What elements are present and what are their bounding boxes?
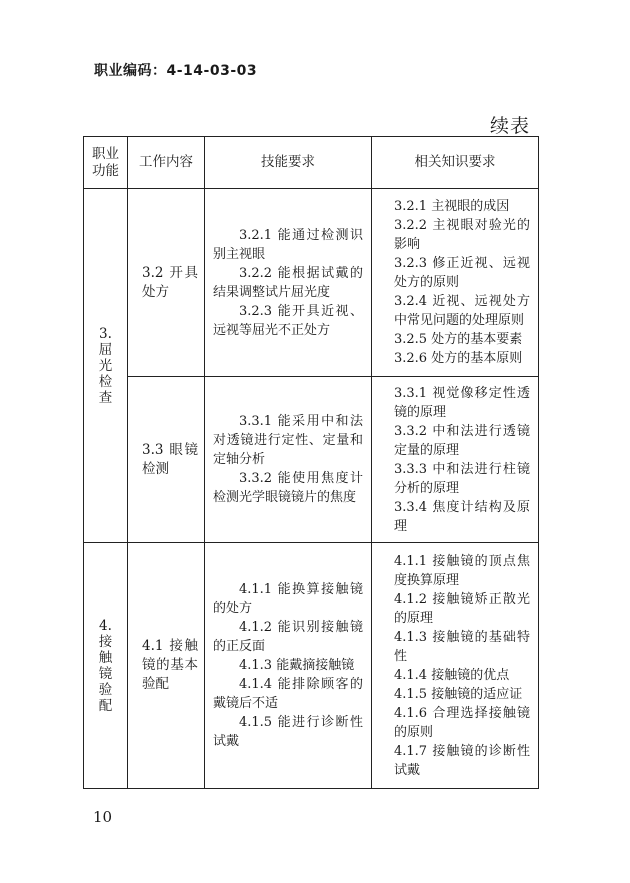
knowledge-item: 4.1.7 接触镜的诊断性试戴 — [394, 743, 530, 778]
knowledge-cell — [372, 377, 539, 543]
table-header-row — [84, 137, 539, 189]
header-knowledge-requirements: 相关知识要求 — [372, 137, 539, 189]
skill-item: 3.3.2 能使用焦度计检测光学眼镜镜片的焦度 — [213, 471, 363, 505]
table-row — [84, 543, 539, 789]
skills-table — [83, 136, 539, 789]
header-function-line: 功能 — [92, 162, 119, 179]
function-cell — [84, 543, 128, 789]
header-function-line: 职业 — [92, 145, 119, 162]
function-char: 屈 — [98, 341, 113, 358]
knowledge-item: 3.2.5 处方的基本要素 — [394, 332, 523, 347]
function-char: 光 — [98, 357, 113, 374]
function-char: 接 — [98, 633, 113, 650]
skill-item: 4.1.3 能戴摘接触镜 — [239, 658, 355, 673]
knowledge-item: 3.3.1 视觉像移定性透镜的原理 — [394, 385, 530, 420]
skill-item: 3.3.1 能采用中和法对透镜进行定性、定量和定轴分析 — [213, 414, 363, 467]
knowledge-item: 4.1.4 接触镜的优点 — [394, 667, 510, 683]
skills-cell — [205, 543, 372, 789]
page-number: 10 — [93, 808, 113, 826]
knowledge-item: 3.3.4 焦度计结构及原理 — [394, 499, 530, 534]
continued-label: 续表 — [489, 115, 530, 137]
function-char: 验 — [98, 681, 113, 698]
function-char: 触 — [98, 649, 113, 666]
occupation-code: 职业编码：4-14-03-03 — [94, 63, 258, 79]
work-content-cell: 3.3 眼镜检测 — [128, 377, 205, 543]
knowledge-item: 3.2.2 主视眼对验光的影响 — [394, 218, 530, 252]
knowledge-cell — [372, 543, 539, 789]
function-cell — [84, 189, 128, 543]
function-char: 配 — [98, 697, 113, 714]
skill-item: 4.1.4 能排除顾客的戴镜后不适 — [213, 677, 363, 711]
knowledge-item: 4.1.5 接触镜的适应证 — [394, 686, 523, 702]
knowledge-item: 4.1.3 接触镜的基础特性 — [394, 629, 530, 664]
knowledge-item: 3.2.3 修正近视、远视处方的原则 — [394, 256, 530, 290]
knowledge-cell — [372, 189, 539, 377]
skills-cell — [205, 377, 372, 543]
header-work-content: 工作内容 — [128, 137, 205, 189]
skill-item: 3.2.1 能通过检测识别主视眼 — [213, 227, 363, 262]
skill-item: 4.1.2 能识别接触镜的正反面 — [213, 620, 363, 654]
function-char: 4. — [99, 617, 112, 634]
skill-item: 3.2.3 能开具近视、远视等屈光不正处方 — [213, 303, 363, 338]
skill-item: 4.1.1 能换算接触镜的处方 — [213, 582, 363, 616]
skills-cell — [205, 189, 372, 377]
function-char: 检 — [98, 373, 113, 390]
knowledge-item: 4.1.6 合理选择接触镜的原则 — [394, 705, 530, 740]
knowledge-item: 4.1.2 接触镜矫正散光的原理 — [394, 591, 530, 626]
knowledge-item: 4.1.1 接触镜的顶点焦度换算原理 — [394, 553, 530, 588]
knowledge-item: 3.2.1 主视眼的成因 — [394, 199, 510, 214]
knowledge-item: 3.3.3 中和法进行柱镜分析的原理 — [394, 461, 530, 496]
function-char: 查 — [98, 389, 113, 406]
header-function — [84, 137, 128, 189]
function-char: 镜 — [98, 665, 113, 682]
table-row — [84, 189, 539, 377]
work-content-cell: 3.2 开具处方 — [128, 189, 205, 377]
knowledge-item: 3.3.2 中和法进行透镜定量的原理 — [394, 423, 530, 458]
skill-item: 4.1.5 能进行诊断性试戴 — [213, 715, 363, 749]
work-content-cell: 4.1 接触镜的基本验配 — [128, 543, 205, 789]
skill-item: 3.2.2 能根据试戴的结果调整试片屈光度 — [213, 265, 363, 300]
header-skill-requirements: 技能要求 — [205, 137, 372, 189]
knowledge-item: 3.2.4 近视、远视处方中常见问题的处理原则 — [394, 294, 530, 328]
knowledge-item: 3.2.6 处方的基本原则 — [394, 351, 523, 366]
table-row — [84, 377, 539, 543]
function-char: 3. — [99, 325, 112, 342]
